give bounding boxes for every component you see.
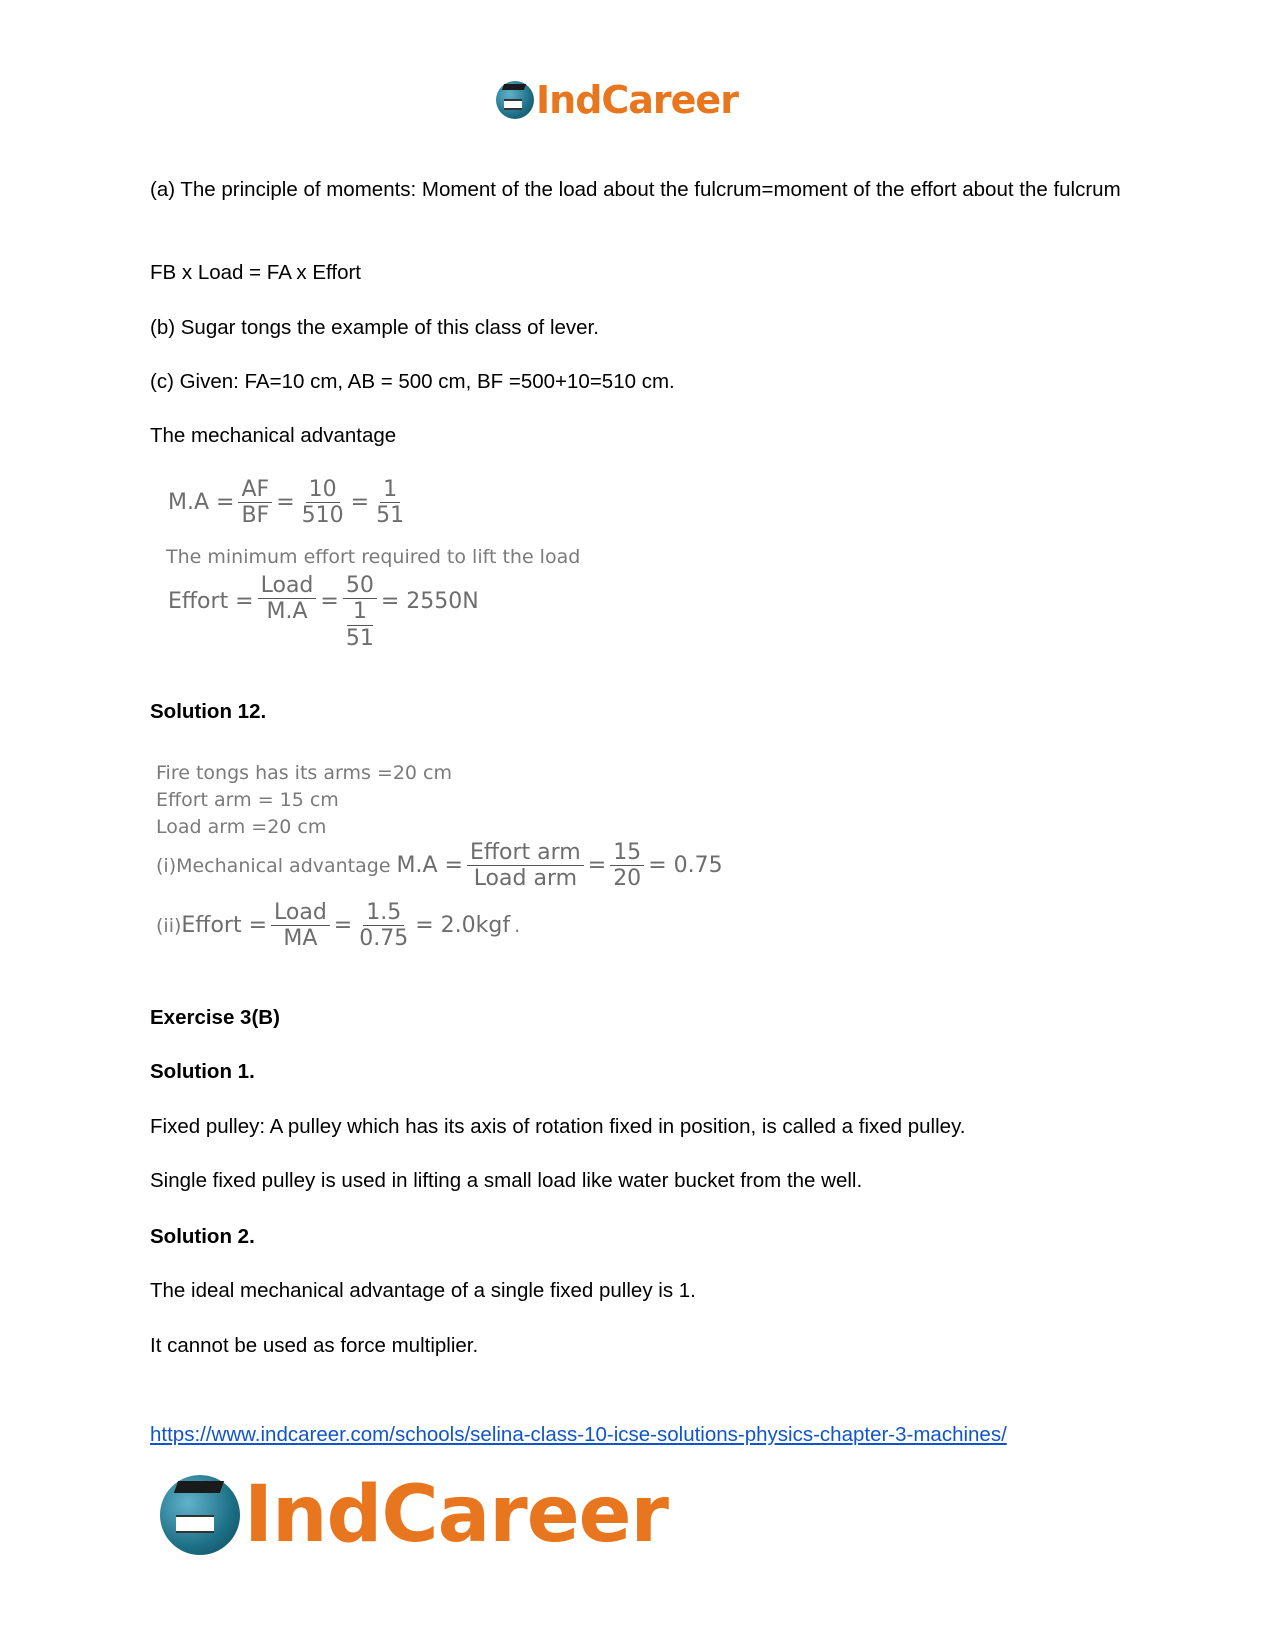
heading-solution-1: Solution 1. xyxy=(150,1060,255,1083)
equals-sign: = xyxy=(276,490,295,516)
footer-logo xyxy=(160,1470,668,1560)
header-logo xyxy=(496,78,738,122)
ma-label: M.A = xyxy=(168,490,235,516)
math-block-fire-tongs xyxy=(150,762,750,972)
fraction-1-51: $\frac{1}{51}$ xyxy=(376,477,405,529)
minimum-effort-caption: The minimum effort required to lift the load xyxy=(166,546,581,568)
fraction-load-ma: $\frac{\text{Load}}{MA}$ xyxy=(271,900,330,952)
paragraph-force-multiplier: It cannot be used as force multiplier. xyxy=(150,1334,479,1357)
paragraph-fixed-pulley-definition: Fixed pulley: A pulley which has its axis of rotation fixed in position, is called a fixed pulley. xyxy=(150,1115,966,1138)
equals-sign: = xyxy=(587,853,607,879)
paragraph-ideal-ma: The ideal mechanical advantage of a single fixed pulley is 1. xyxy=(150,1279,696,1302)
trailing-dot: . xyxy=(514,914,521,937)
globe-graduate-icon xyxy=(160,1475,240,1555)
load-arm-line: Load arm =20 cm xyxy=(156,816,327,838)
heading-solution-12: Solution 12. xyxy=(150,700,267,723)
fraction-50-over-1-51: 50 1 51 xyxy=(343,573,377,651)
effort-label: Effort = xyxy=(181,913,268,939)
paragraph-principle-of-moments: (a) The principle of moments: Moment of the load about the fulcrum=moment of the effort about the fulcrum xyxy=(150,178,1121,201)
math-block-mechanical-advantage xyxy=(160,477,600,667)
fraction-effort-arm-load-arm: $\frac{\text{Effort arm}}{\text{Load arm}}$ xyxy=(467,840,584,892)
paragraph-sugar-tongs: (b) Sugar tongs the example of this class of lever. xyxy=(150,316,599,339)
effort-result: = 2550N xyxy=(380,589,479,614)
paragraph-given-values: (c) Given: FA=10 cm, AB = 500 cm, BF =500+10=510 cm. xyxy=(150,370,675,393)
equals-sign: = xyxy=(320,589,339,614)
source-url-link[interactable]: https://www.indcareer.com/schools/selina-class-10-icse-solutions-physics-chapter-3-machines/ xyxy=(150,1423,1007,1446)
ma-result: = 0.75 xyxy=(648,853,723,879)
equals-sign: = xyxy=(333,913,353,939)
effort-result: = 2.0kgf xyxy=(415,913,511,939)
paragraph-moments-equation: FB x Load = FA x Effort xyxy=(150,261,361,284)
fire-tongs-line: Fire tongs has its arms =20 cm xyxy=(156,762,453,784)
effort-label: Effort = xyxy=(168,589,254,614)
fraction-af-bf: $\frac{AF}{BF}$ xyxy=(238,477,272,529)
effort-arm-line: Effort arm = 15 cm xyxy=(156,789,339,811)
globe-graduate-icon xyxy=(496,81,534,119)
header-logo-text: IndCareer xyxy=(536,78,738,122)
equals-sign: = xyxy=(350,490,370,516)
footer-logo-text: IndCareer xyxy=(244,1470,668,1560)
fraction-1-5-0-75: $\frac{1.5}{0.75}$ xyxy=(359,900,409,952)
effort-part-label: (ii) xyxy=(156,914,182,937)
fraction-15-20: $\frac{15}{20}$ xyxy=(610,840,644,892)
mechanical-advantage-label: (i)Mechanical advantage xyxy=(156,854,391,877)
fraction-10-510: $\frac{10}{510}$ xyxy=(301,477,344,529)
ma-label: M.A = xyxy=(396,853,463,879)
heading-solution-2: Solution 2. xyxy=(150,1225,255,1248)
paragraph-mechanical-advantage: The mechanical advantage xyxy=(150,424,397,447)
paragraph-fixed-pulley-use: Single fixed pulley is used in lifting a small load like water bucket from the well. xyxy=(150,1169,863,1192)
fraction-load-ma: $\frac{\text{Load}}{M.A}$ xyxy=(258,573,317,625)
heading-exercise-3b: Exercise 3(B) xyxy=(150,1006,280,1029)
